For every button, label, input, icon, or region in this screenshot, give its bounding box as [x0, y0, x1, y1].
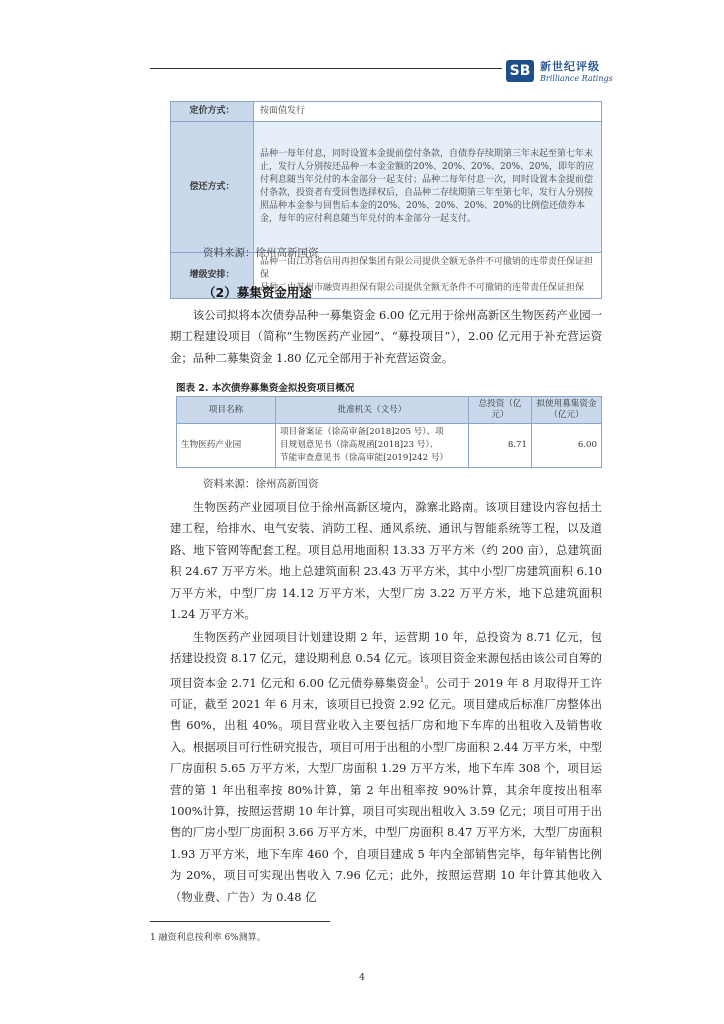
logo-mark: SB	[506, 60, 534, 82]
table-row	[177, 424, 602, 468]
table-row	[171, 102, 602, 122]
credit-enhancement-value: 品种一由江苏省信用再担保集团有限公司提供全额无条件不可撤销的连带责任保证担保 品种二由苏州市融资再担保有限公司提供全额无条件不可撤销的连带责任保证担保	[254, 253, 602, 299]
pricing-label: 定价方式：	[171, 102, 254, 122]
approval-line: 目规划意见书（徐高规函[2018]23 号）、	[280, 440, 439, 450]
table-header-row	[177, 397, 602, 424]
page-number: 4	[358, 972, 366, 983]
cell-funds-used: 6.00	[532, 424, 602, 468]
header-rule	[150, 68, 502, 69]
paragraph-text: 生物医药产业园项目位于徐州高新区境内，滁寨北路南。该项目建设内容包括土建工程，给排水、电气安装、消防工程、通风系统、通讯与智能系统等工程，以及道路、地下管网等配套工程。项目总用地面积 13.33 万平方米（约 200 亩），总建筑面积 24.67 万平方米。地上总建筑面积 23.43 万平方米，其中小型厂房建筑面积 6.10 万平方米，中型厂房 14.12 万平方米，大型厂房 3.22 万平方米，地下总建筑面积 1.24 万平方米。	[170, 500, 602, 622]
pricing-value: 按面值发行	[254, 102, 602, 122]
table-source-note: 资料来源：徐州高新国资	[203, 478, 319, 490]
cell-total-investment: 8.71	[469, 424, 532, 468]
approval-line: 节能审查意见书（徐高审能[2019]242 号）	[280, 453, 449, 463]
paragraph-text-part: 。公司于 2019 年 8 月取得开工许可证，截至 2021 年 6 月末，该项目已投资 2.92 亿元。项目建成后标准厂房整体出售 60%，出租 40%。项目营业收入主要包括厂房和地下车库的出租收入及销售收入。根据项目可行性研究报告，项目可用于出租的小型厂房面积 2.44 万平方米，中型厂房面积 5.65 万平方米，大型厂房面积 1.29 万平方米，地下车库 308 个，项目运营的第 1 年出租率按 80%计算，第 2 年出租率按 90%计算，其余年度按出租率 100%计算，按照运营期 10 年计算，项目可实现出租收入 3.59 亿元；项目可用于出售的厂房小型厂房面积 3.66 万平方米，中型厂房面积 8.47 万平方米，大型厂房面积 1.93 万平方米，地下车库 460 个，自项目建成 5 年内全部销售完毕，每年销售比例为 20%，项目可实现出售收入 7.96 亿元；此外，按照运营期 10 年计算其他收入（物业费、广告）为 0.48 亿	[170, 675, 602, 904]
credit-enhancement-label: 增级安排：	[171, 253, 254, 299]
company-logo	[506, 58, 613, 83]
paragraph-fund-use	[170, 305, 602, 369]
paragraph-text-part: 生物医药产业园项目计划建设期 2 年，运营期 10 年，总投资为 8.71 亿元，包括建设投资 8.17 亿元，建设期利息 0.54 亿元。该项目资金来源包括由该公司自筹的项目资本金 2.71 亿元和 6.00 亿元债券募集资金	[170, 630, 602, 690]
cell-approvals	[276, 424, 469, 468]
col-header-use: 拟使用募集资金（亿元）	[532, 397, 602, 424]
table-row	[171, 122, 602, 253]
figure-title: 图表 2. 本次债券募集资金拟投资项目概况	[176, 383, 355, 394]
bond-terms-table	[170, 101, 602, 299]
cell-project-name: 生物医药产业园	[177, 424, 276, 468]
repayment-label: 偿还方式：	[171, 122, 254, 253]
paragraph-text: 该公司拟将本次债券品种一募集资金 6.00 亿元用于徐州高新区生物医药产业园一期工程建设项目（简称“生物医药产业园”、“募投项目”），2.00 亿元用于补充营运资金；品种二募集资金 1.80 亿元全部用于补充营运资金。	[170, 308, 602, 365]
approval-line: 项目备案证（徐高审备[2018]205 号）、项	[280, 427, 444, 437]
paragraph-text	[170, 627, 602, 908]
table-source-note: 资料来源：徐州高新国资	[203, 247, 319, 259]
footnote-marker: 1	[419, 675, 425, 684]
project-table	[176, 396, 602, 468]
logo-english-name: Brilliance Ratings	[540, 74, 613, 83]
repayment-value: 品种一每年付息，同时设置本金提前偿付条款，自债券存续期第三年末起至第七年末止，发行人分别按还品种一本金金额的20%、20%、20%、20%、20%，即年的应付利息随当年兑付的本金部分一起支付；品种二每年付息一次，同时设置本金提前偿付条款，投资者有受回售选择权后，自品种二存续期第三年至第七年，发行人分别按照品种本金参与回售后本金的20%、20%、20%、20%、20%的比例偿还债券本金，每年的应付利息随当年兑付的本金部分一起支付。	[254, 122, 602, 253]
col-header-project: 项目名称	[177, 397, 276, 424]
footnote: 1 融资利息按利率 6%测算。	[150, 933, 266, 943]
section-heading: （2）募集资金用途	[203, 285, 312, 300]
footnote-rule	[150, 921, 330, 922]
paragraph-project-finance	[170, 627, 602, 908]
col-header-total: 总投资（亿元）	[469, 397, 532, 424]
paragraph-project-description	[170, 497, 602, 625]
logo-chinese-name: 新世纪评级	[540, 60, 600, 73]
logo-text	[540, 58, 613, 83]
col-header-approval: 批准机关（文号）	[276, 397, 469, 424]
